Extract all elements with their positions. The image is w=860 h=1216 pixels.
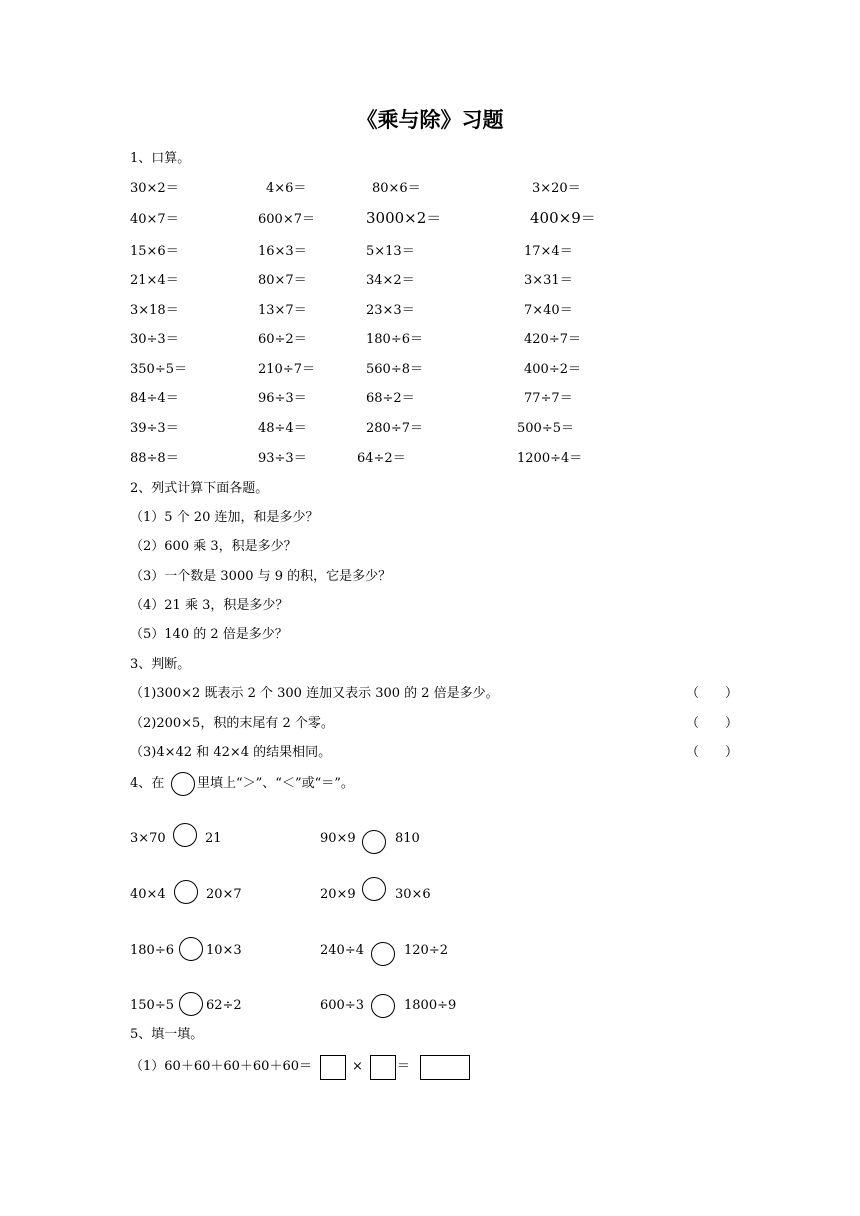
math-item: 80×6＝ xyxy=(372,181,421,196)
math-item: 600×7＝ xyxy=(258,212,315,227)
math-item: 15×6＝ xyxy=(130,244,179,259)
math-item: 17×4＝ xyxy=(524,244,573,259)
word-problem: （1）5 个 20 连加，和是多少？ xyxy=(130,510,319,525)
compare-circle[interactable] xyxy=(174,880,198,904)
compare-left: 600÷3 xyxy=(320,998,364,1013)
math-item: 560÷8＝ xyxy=(366,362,423,377)
math-item: 5×13＝ xyxy=(366,244,415,259)
section-4-heading-start: 4、在 xyxy=(130,776,165,791)
judgment-item: （3)4×42 和 42×4 的结果相同。 xyxy=(130,745,332,760)
math-item: 39÷3＝ xyxy=(130,421,179,436)
compare-right: 120÷2 xyxy=(404,943,448,958)
answer-box[interactable] xyxy=(320,1055,346,1080)
compare-left: 180÷6 xyxy=(130,943,174,958)
fill-expression: （1）60＋60＋60＋60＋60＝ xyxy=(130,1059,312,1074)
math-item: 400×9＝ xyxy=(530,209,596,227)
section-2-heading: 2、列式计算下面各题。 xyxy=(130,481,269,496)
math-item: 3×18＝ xyxy=(130,303,179,318)
compare-left: 90×9 xyxy=(320,831,356,846)
math-item: 68÷2＝ xyxy=(366,391,415,406)
math-item: 3000×2＝ xyxy=(366,209,442,227)
math-item: 48÷4＝ xyxy=(258,421,307,436)
word-problem: （2）600 乘 3，积是多少？ xyxy=(130,539,297,554)
circle-icon xyxy=(171,772,195,796)
math-item: 1200÷4＝ xyxy=(517,451,583,466)
math-item: 96÷3＝ xyxy=(258,391,307,406)
compare-circle[interactable] xyxy=(173,823,197,847)
math-item: 34×2＝ xyxy=(366,273,415,288)
result-box[interactable] xyxy=(420,1055,470,1080)
math-item: 400÷2＝ xyxy=(524,362,581,377)
math-item: 210÷7＝ xyxy=(258,362,315,377)
page-title: 《乘与除》习题 xyxy=(356,107,504,132)
answer-bracket[interactable]: （ ） xyxy=(686,745,739,760)
compare-left: 40×4 xyxy=(130,887,166,902)
math-item: 13×7＝ xyxy=(258,303,307,318)
answer-bracket[interactable]: （ ） xyxy=(686,716,739,731)
compare-circle[interactable] xyxy=(362,877,386,901)
math-item: 7×40＝ xyxy=(524,303,573,318)
math-item: 84÷4＝ xyxy=(130,391,179,406)
compare-right: 10×3 xyxy=(206,943,242,958)
math-item: 180÷6＝ xyxy=(366,332,423,347)
math-item: 80×7＝ xyxy=(258,273,307,288)
compare-right: 1800÷9 xyxy=(404,998,457,1013)
math-item: 500÷5＝ xyxy=(517,421,574,436)
judgment-item: （2)200×5，积的末尾有 2 个零。 xyxy=(130,716,334,731)
math-item: 3×20＝ xyxy=(532,181,581,196)
section-1-heading: 1、口算。 xyxy=(130,151,191,166)
math-item: 4×6＝ xyxy=(266,181,307,196)
math-item: 30×2＝ xyxy=(130,181,179,196)
math-item: 420÷7＝ xyxy=(524,332,581,347)
math-item: 23×3＝ xyxy=(366,303,415,318)
math-item: 280÷7＝ xyxy=(366,421,423,436)
math-item: 93÷3＝ xyxy=(258,451,307,466)
compare-right: 21 xyxy=(205,831,222,846)
compare-left: 240÷4 xyxy=(320,943,364,958)
section-3-heading: 3、判断。 xyxy=(130,657,191,672)
answer-box[interactable] xyxy=(370,1055,396,1080)
equals-sign: ＝ xyxy=(397,1059,411,1074)
math-item: 77÷7＝ xyxy=(524,391,573,406)
compare-circle[interactable] xyxy=(179,992,203,1016)
math-item: 21×4＝ xyxy=(130,273,179,288)
math-item: 40×7＝ xyxy=(130,212,179,227)
compare-circle[interactable] xyxy=(371,942,395,966)
word-problem: （3）一个数是 3000 与 9 的积，它是多少？ xyxy=(130,569,392,584)
compare-circle[interactable] xyxy=(362,830,386,854)
math-item: 60÷2＝ xyxy=(258,332,307,347)
compare-right: 30×6 xyxy=(395,887,431,902)
compare-right: 810 xyxy=(395,831,420,846)
word-problem: （4）21 乘 3，积是多少？ xyxy=(130,598,289,613)
section-5-heading: 5、填一填。 xyxy=(130,1027,204,1042)
compare-right: 20×7 xyxy=(206,887,242,902)
word-problem: （5）140 的 2 倍是多少？ xyxy=(130,627,288,642)
compare-left: 20×9 xyxy=(320,887,356,902)
math-item: 64÷2＝ xyxy=(357,451,406,466)
section-4-heading-end: 里填上“＞”、“＜”或“＝”。 xyxy=(197,776,354,791)
answer-bracket[interactable]: （ ） xyxy=(686,686,739,701)
math-item: 30÷3＝ xyxy=(130,332,179,347)
compare-right: 62÷2 xyxy=(206,998,242,1013)
compare-circle[interactable] xyxy=(371,994,395,1018)
math-item: 16×3＝ xyxy=(258,244,307,259)
math-item: 3×31＝ xyxy=(524,273,573,288)
judgment-item: （1)300×2 既表示 2 个 300 连加又表示 300 的 2 倍是多少。 xyxy=(130,686,499,701)
math-item: 350÷5＝ xyxy=(130,362,187,377)
times-sign: × xyxy=(352,1059,363,1074)
compare-left: 150÷5 xyxy=(130,998,174,1013)
math-item: 88÷8＝ xyxy=(130,451,179,466)
compare-left: 3×70 xyxy=(130,831,166,846)
compare-circle[interactable] xyxy=(179,937,203,961)
